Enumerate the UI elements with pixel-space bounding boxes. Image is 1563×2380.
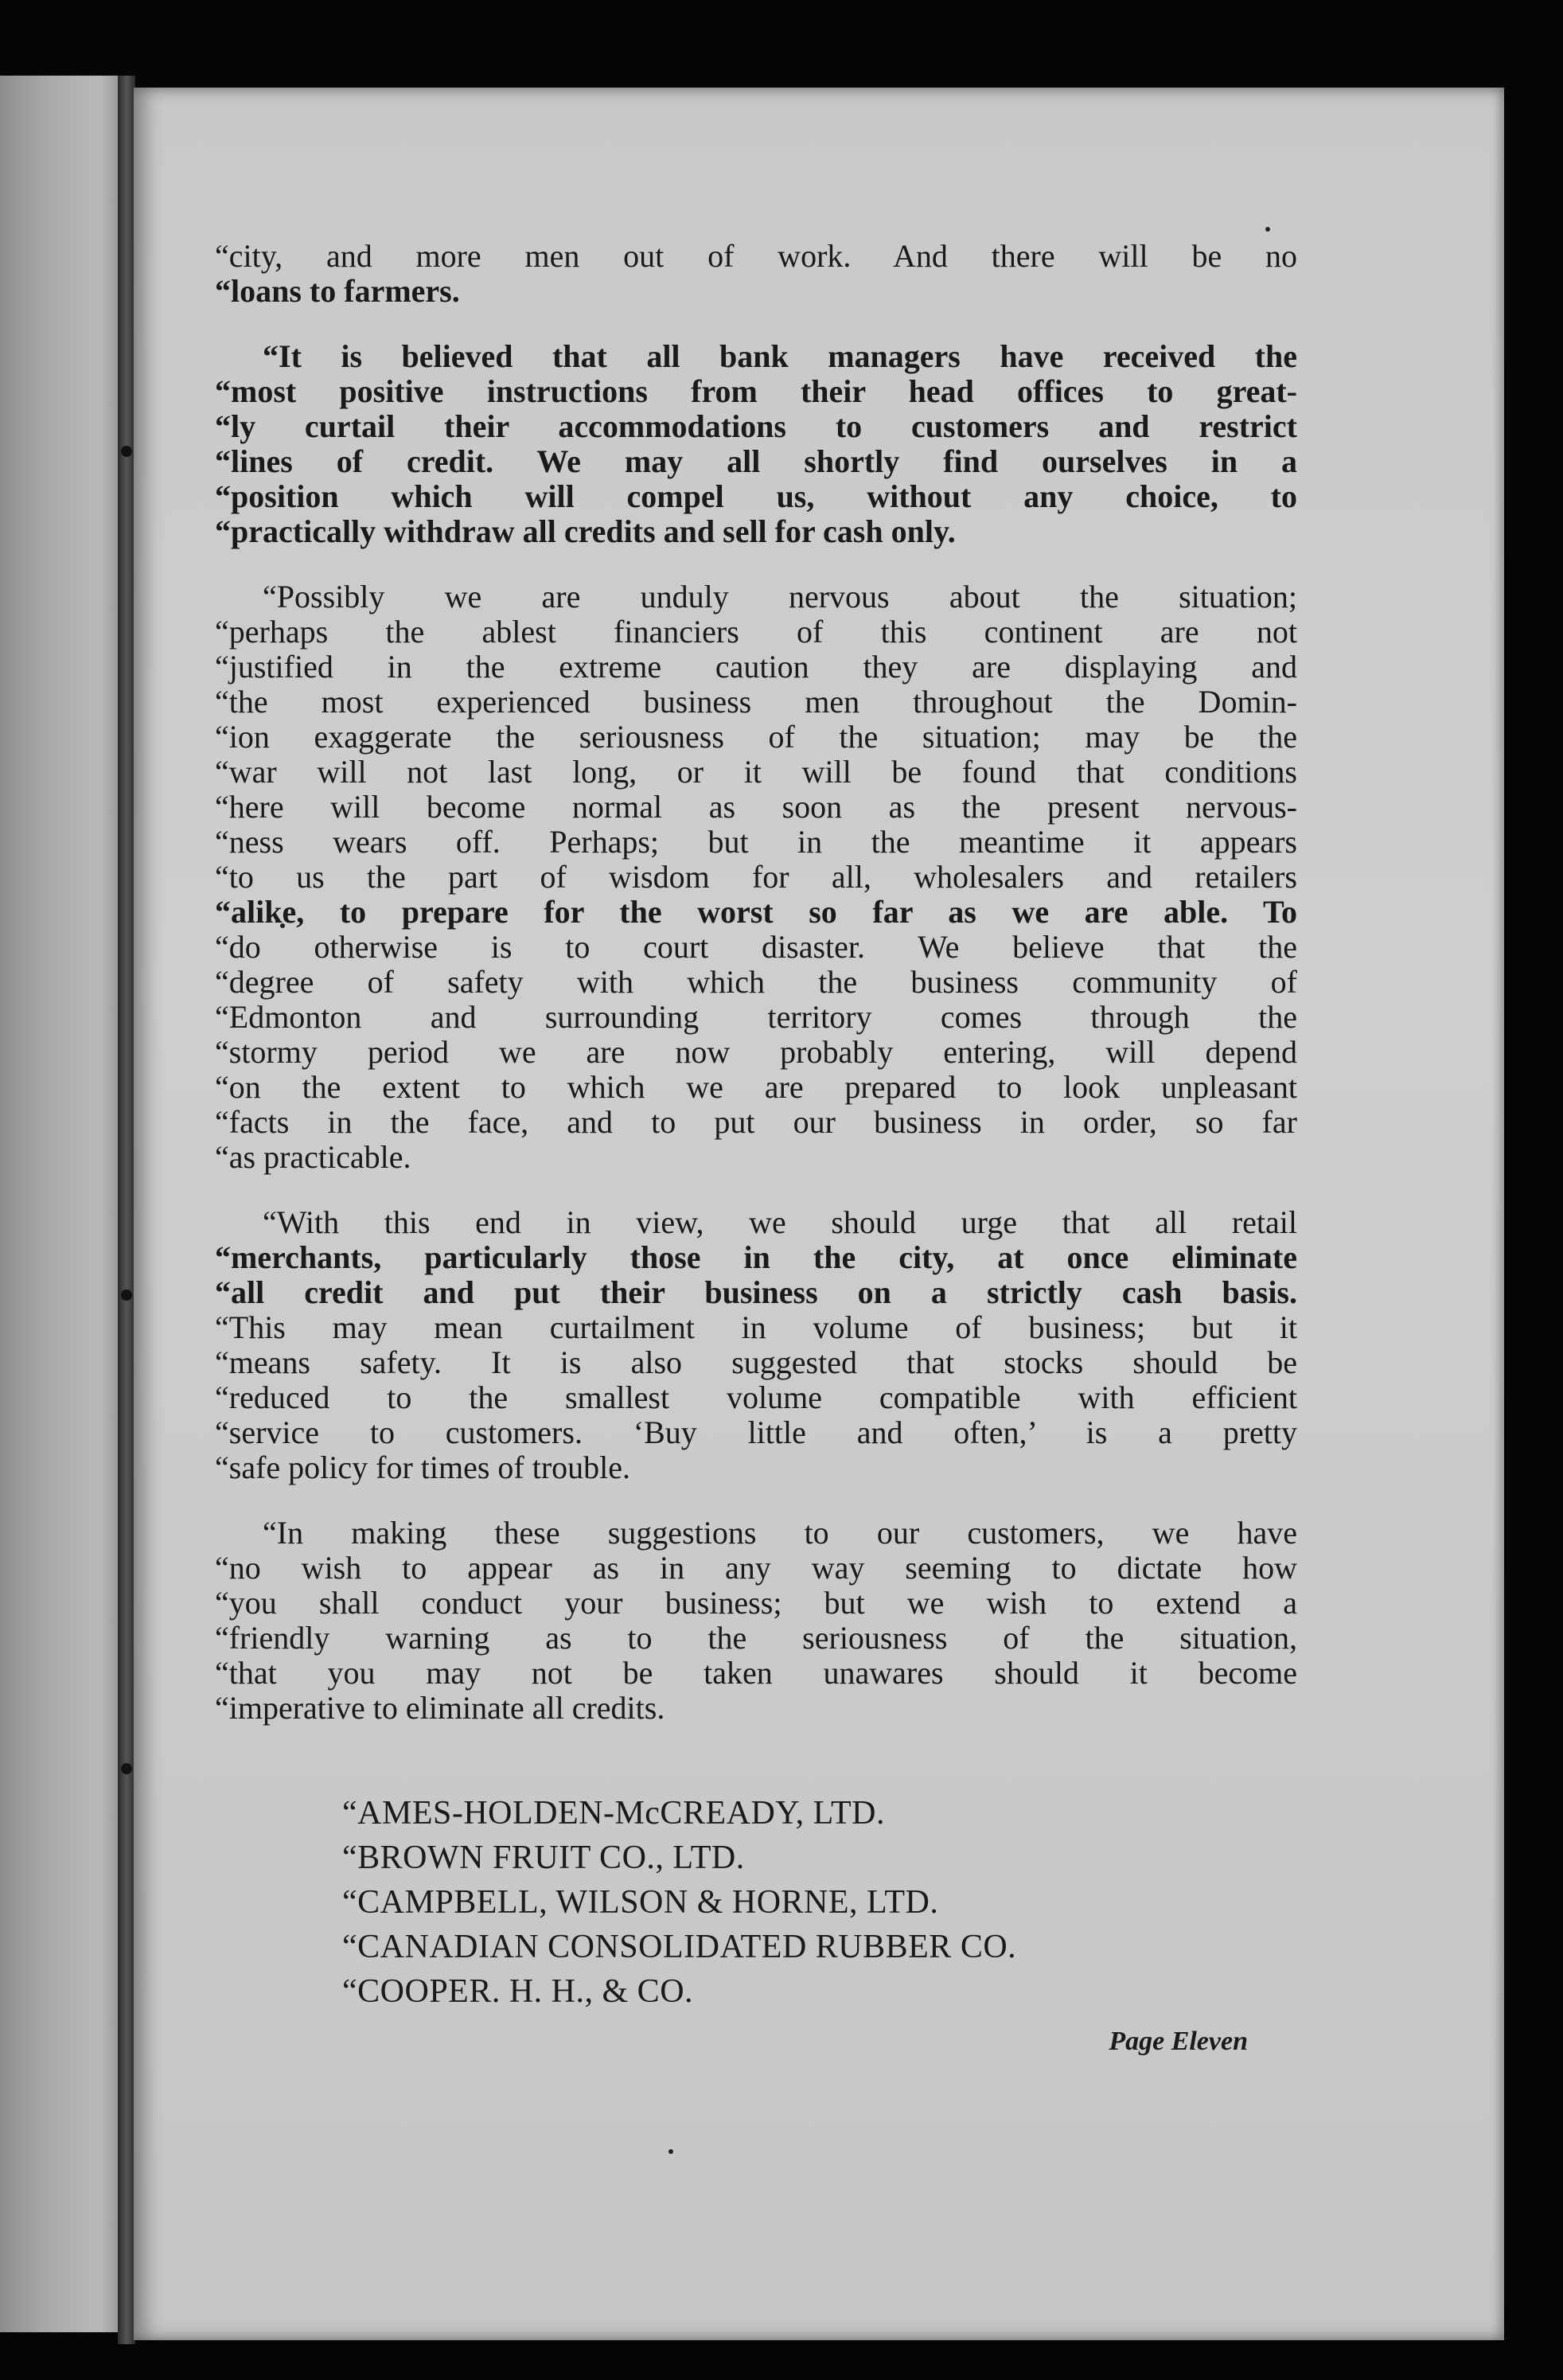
- text-line: “here will become normal as soon as the present nervous-: [215, 789, 1297, 825]
- gutter-mark: [121, 1289, 132, 1301]
- text-line: “the most experienced business men throughout the Domin-: [215, 684, 1297, 720]
- text-line: “practically withdraw all credits and sell for cash only.: [215, 513, 956, 549]
- text-line: “that you may not be taken unawares should it become: [215, 1655, 1297, 1691]
- signatories-list: [342, 1791, 1218, 2014]
- text-line: “war will not last long, or it will be found that conditions: [215, 754, 1297, 790]
- text-line: “imperative to eliminate all credits.: [215, 1690, 665, 1726]
- text-line: “It is believed that all bank managers have received the: [263, 338, 1297, 374]
- text-line: “degree of safety with which the business community of: [215, 964, 1297, 1000]
- body-text: [215, 239, 1297, 1756]
- text-line: “facts in the face, and to put our business in order, so far: [215, 1104, 1297, 1140]
- paragraph: [215, 239, 1297, 309]
- text-line: “you shall conduct your business; but we wish to extend a: [215, 1585, 1297, 1621]
- left-page-edge: [0, 76, 118, 2332]
- text-line: “perhaps the ablest financiers of this continent are not: [215, 614, 1297, 650]
- text-line: “Edmonton and surrounding territory comes through the: [215, 999, 1297, 1035]
- book-gutter: [118, 76, 135, 2344]
- signatory-name: “BROWN FRUIT CO., LTD.: [342, 1840, 745, 1876]
- paragraph: [215, 579, 1297, 1175]
- signatory-name: “COOPER. H. H., & CO.: [342, 1973, 694, 2010]
- paper-speck: [1265, 227, 1270, 232]
- text-line: “means safety. It is also suggested that stocks should be: [215, 1344, 1297, 1380]
- gutter-mark: [121, 446, 132, 457]
- text-line: “lines of credit. We may all shortly find ourselves in a: [215, 443, 1297, 479]
- text-line: “justified in the extreme caution they are displaying and: [215, 649, 1297, 685]
- text-line: “Possibly we are unduly nervous about the situation;: [263, 579, 1297, 615]
- text-line: “on the extent to which we are prepared to look unpleasant: [215, 1069, 1297, 1105]
- text-line: “loans to farmers.: [215, 273, 460, 309]
- text-line: “With this end in view, we should urge that all retail: [263, 1204, 1297, 1240]
- text-line: “service to customers. ‘Buy little and often,’ is a pretty: [215, 1414, 1297, 1450]
- paper-speck: [668, 2149, 673, 2154]
- text-line: “This may mean curtailment in volume of business; but it: [215, 1309, 1297, 1345]
- text-line: “no wish to appear as in any way seeming to dictate how: [215, 1550, 1297, 1586]
- text-line: “ly curtail their accommodations to customers and restrict: [215, 408, 1297, 444]
- text-line: “stormy period we are now probably entering, will depend: [215, 1034, 1297, 1070]
- text-line: “position which will compel us, without any choice, to: [215, 478, 1297, 514]
- text-line: “all credit and put their business on a strictly cash basis.: [215, 1274, 1297, 1310]
- text-line: “reduced to the smallest volume compatible with efficient: [215, 1379, 1297, 1415]
- text-line: “safe policy for times of trouble.: [215, 1449, 631, 1485]
- text-line: “to us the part of wisdom for all, wholesalers and retailers: [215, 859, 1297, 895]
- text-line: “merchants, particularly those in the city, at once eliminate: [215, 1239, 1297, 1275]
- signatory-name: “CAMPBELL, WILSON & HORNE, LTD.: [342, 1884, 939, 1921]
- signatory-name: “AMES-HOLDEN-McCREADY, LTD.: [342, 1795, 885, 1832]
- paragraph: [215, 1516, 1297, 1726]
- text-line: “city, and more men out of work. And there will be no: [215, 238, 1297, 274]
- text-line: “alike, to prepare for the worst so far as we are able. To: [215, 894, 1297, 930]
- text-line: “ion exaggerate the seriousness of the situation; may be the: [215, 719, 1297, 755]
- text-line: “do otherwise is to court disaster. We believe that the: [215, 929, 1297, 965]
- text-line: “as practicable.: [215, 1139, 411, 1175]
- paragraph: [215, 1205, 1297, 1485]
- text-line: “In making these suggestions to our customers, we have: [263, 1515, 1297, 1551]
- paragraph: [215, 339, 1297, 549]
- gutter-mark: [121, 1763, 132, 1774]
- signatory-name: “CANADIAN CONSOLIDATED RUBBER CO.: [342, 1929, 1017, 1965]
- page-number: Page Eleven: [1109, 2027, 1248, 2056]
- text-line: “friendly warning as to the seriousness of the situation,: [215, 1620, 1297, 1656]
- text-line: “most positive instructions from their head offices to great-: [215, 373, 1297, 409]
- text-line: “ness wears off. Perhaps; but in the meantime it appears: [215, 824, 1297, 860]
